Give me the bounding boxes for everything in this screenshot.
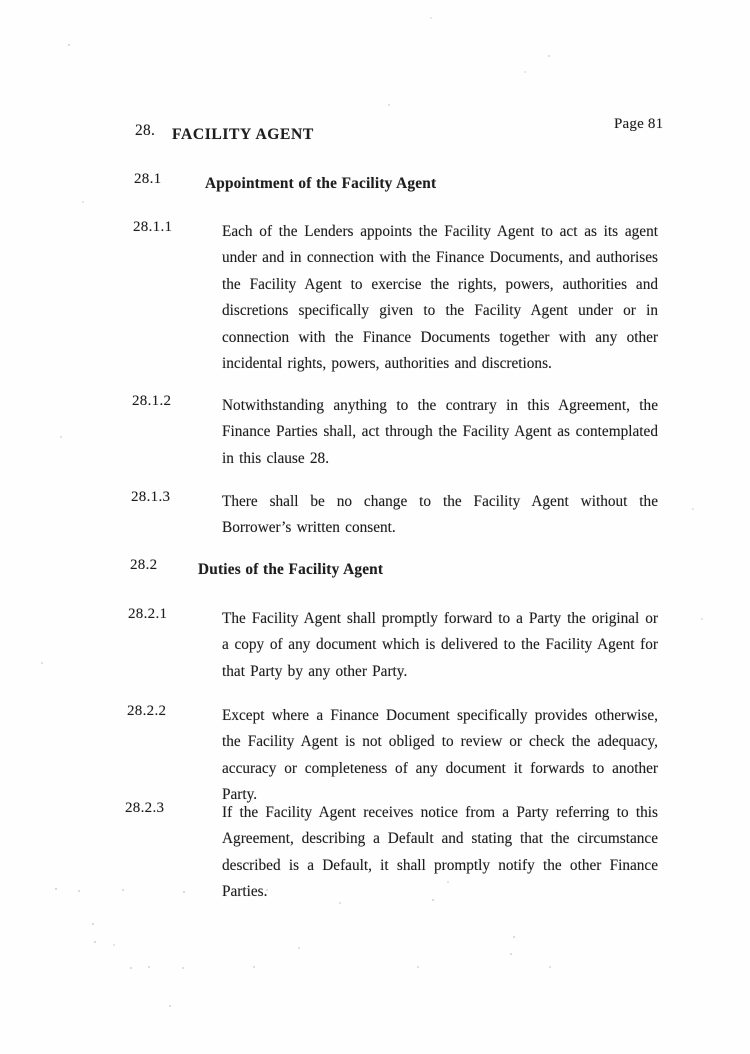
clause-number: 28.1 <box>134 171 162 187</box>
clause-number: 28.1.1 <box>133 219 173 235</box>
scan-noise <box>0 0 2 2</box>
clause-text: The Facility Agent shall promptly forward to a Party the original or a copy of any document which is delivered to the Facility Agent for that Party by any other Party. <box>222 610 658 680</box>
clause-number: 28.2.3 <box>125 800 165 816</box>
clause-text: Notwithstanding anything to the contrary in this Agreement, the Finance Parties shall, act through the Facility Agent as contemplated in this clause 28. <box>222 397 658 467</box>
clause-number: 28.1.3 <box>131 489 171 505</box>
section-title: FACILITY AGENT <box>172 126 314 143</box>
clause-text: There shall be no change to the Facility Agent without the Borrower’s written consent. <box>222 493 658 537</box>
clause-number: 28.2.1 <box>128 606 168 622</box>
clause-number: 28.1.2 <box>132 393 172 409</box>
subsection-title: Appointment of the Facility Agent <box>205 175 437 192</box>
clause-number: 28.2 <box>130 557 158 573</box>
clause-text: If the Facility Agent receives notice from a Party referring to this Agreement, describing a Default and stating that the circumstance described is a Default, it shall promptly notify the other Finance Parties. <box>222 804 658 901</box>
clause-text: Except where a Finance Document specifically provides otherwise, the Facility Agent is not obliged to review or check the adequacy, accuracy or completeness of any document it forwards to another Party. <box>222 707 658 804</box>
clause-text: Each of the Lenders appoints the Facility Agent to act as its agent under and in connection with the Finance Documents, and authorises the Facility Agent to exercise the rights, powers, authorities and discretions specifically given to the Facility Agent under or in connection with the Finance Documents together with any other incidental rights, powers, authorities and discretions. <box>222 223 658 373</box>
clause-number: 28.2.2 <box>127 703 167 719</box>
clause-number: 28. <box>135 122 156 139</box>
subsection-title: Duties of the Facility Agent <box>198 561 384 578</box>
page-number: Page 81 <box>614 116 664 132</box>
